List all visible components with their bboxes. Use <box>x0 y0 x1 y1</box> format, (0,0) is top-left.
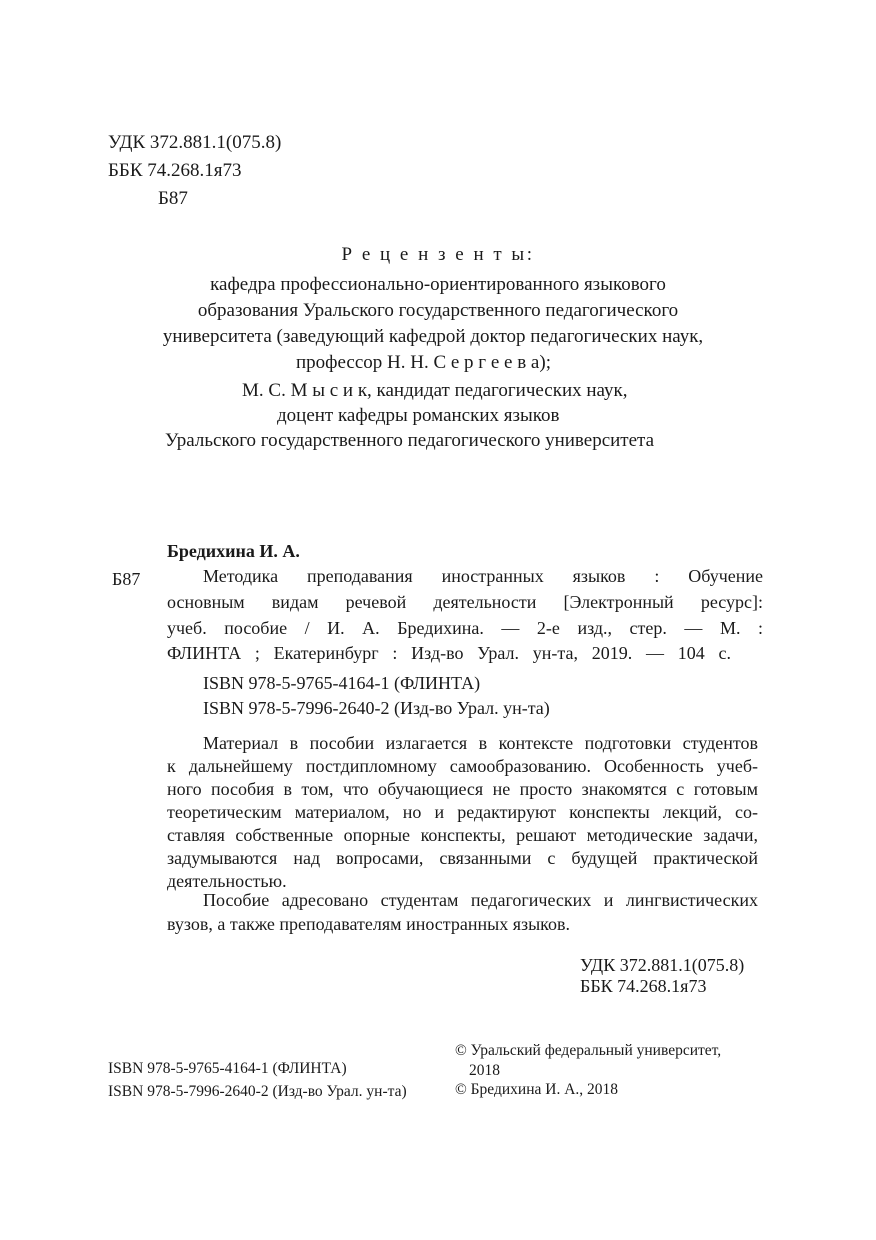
annotation-line: Материал в пособии излагается в контексте подготовки студентов <box>203 733 758 753</box>
reviewer-line: образования Уральского государственного педагогического <box>197 300 679 321</box>
copyright-line: © Уральский федеральный университет, <box>455 1042 722 1059</box>
annotation-line: вузов, а также преподавателям иностранных языков. <box>167 914 571 934</box>
copyright-line: © Бредихина И. А., 2018 <box>455 1081 619 1098</box>
annotation-line: к дальнейшему постдипломному самообразованию. Особенность учеб- <box>167 756 758 776</box>
footer-bbk-code: ББК 74.268.1я73 <box>580 976 707 996</box>
reviewer-line: кафедра профессионально-ориентированного языкового <box>210 274 666 295</box>
reviewer-line: доцент кафедры романских языков <box>277 405 560 426</box>
reviewers-heading: Р е ц е н з е н т ы: <box>341 244 535 265</box>
catalog-description-line: учеб. пособие / И. А. Бредихина. — 2-е изд., стер. — М. : <box>167 618 763 638</box>
reviewer-line: профессор Н. Н. С е р г е е в а); <box>296 352 551 373</box>
udk-code: УДК 372.881.1(075.8) <box>108 132 282 153</box>
reviewer-line: М. С. М ы с и к, кандидат педагогических наук, <box>242 380 628 401</box>
footer-udk-code: УДК 372.881.1(075.8) <box>580 955 745 975</box>
catalog-author: Бредихина И. А. <box>167 541 300 561</box>
author-sign: Б87 <box>158 188 188 209</box>
annotation-line: ставляя собственные опорные конспекты, решают методические задачи, <box>167 825 758 845</box>
catalog-isbn: ISBN 978-5-7996-2640-2 (Изд-во Урал. ун-та) <box>203 698 550 718</box>
catalog-description-line: ФЛИНТА ; Екатеринбург : Изд-во Урал. ун-та, 2019. — 104 с. <box>167 643 731 663</box>
annotation-line: ного пособия в том, что обучающиеся не просто знакомятся с готовым <box>167 779 758 799</box>
reviewer-line: Уральского государственного педагогического университета <box>165 430 655 451</box>
annotation-line: деятельностью. <box>167 871 287 891</box>
reviewer-line: университета (заведующий кафедрой доктор педагогических наук, <box>162 326 704 347</box>
catalog-description-line: Методика преподавания иностранных языков : Обучение <box>203 566 763 586</box>
catalog-isbn: ISBN 978-5-9765-4164-1 (ФЛИНТА) <box>203 673 481 693</box>
annotation-line: теоретическим материалом, но и редактируют конспекты лекций, со- <box>167 802 758 822</box>
imprint-isbn: ISBN 978-5-7996-2640-2 (Изд-во Урал. ун-та) <box>108 1083 407 1100</box>
bbk-code: ББК 74.268.1я73 <box>108 160 242 181</box>
annotation-line: задумываются над вопросами, связанными с будущей практической <box>167 848 758 868</box>
annotation-line: Пособие адресовано студентам педагогических и лингвистических <box>203 890 758 910</box>
catalog-sign: Б87 <box>112 569 141 589</box>
imprint-isbn: ISBN 978-5-9765-4164-1 (ФЛИНТА) <box>108 1060 347 1077</box>
copyright-line: 2018 <box>469 1062 500 1079</box>
catalog-description-line: основным видам речевой деятельности [Электронный ресурс]: <box>167 592 763 612</box>
